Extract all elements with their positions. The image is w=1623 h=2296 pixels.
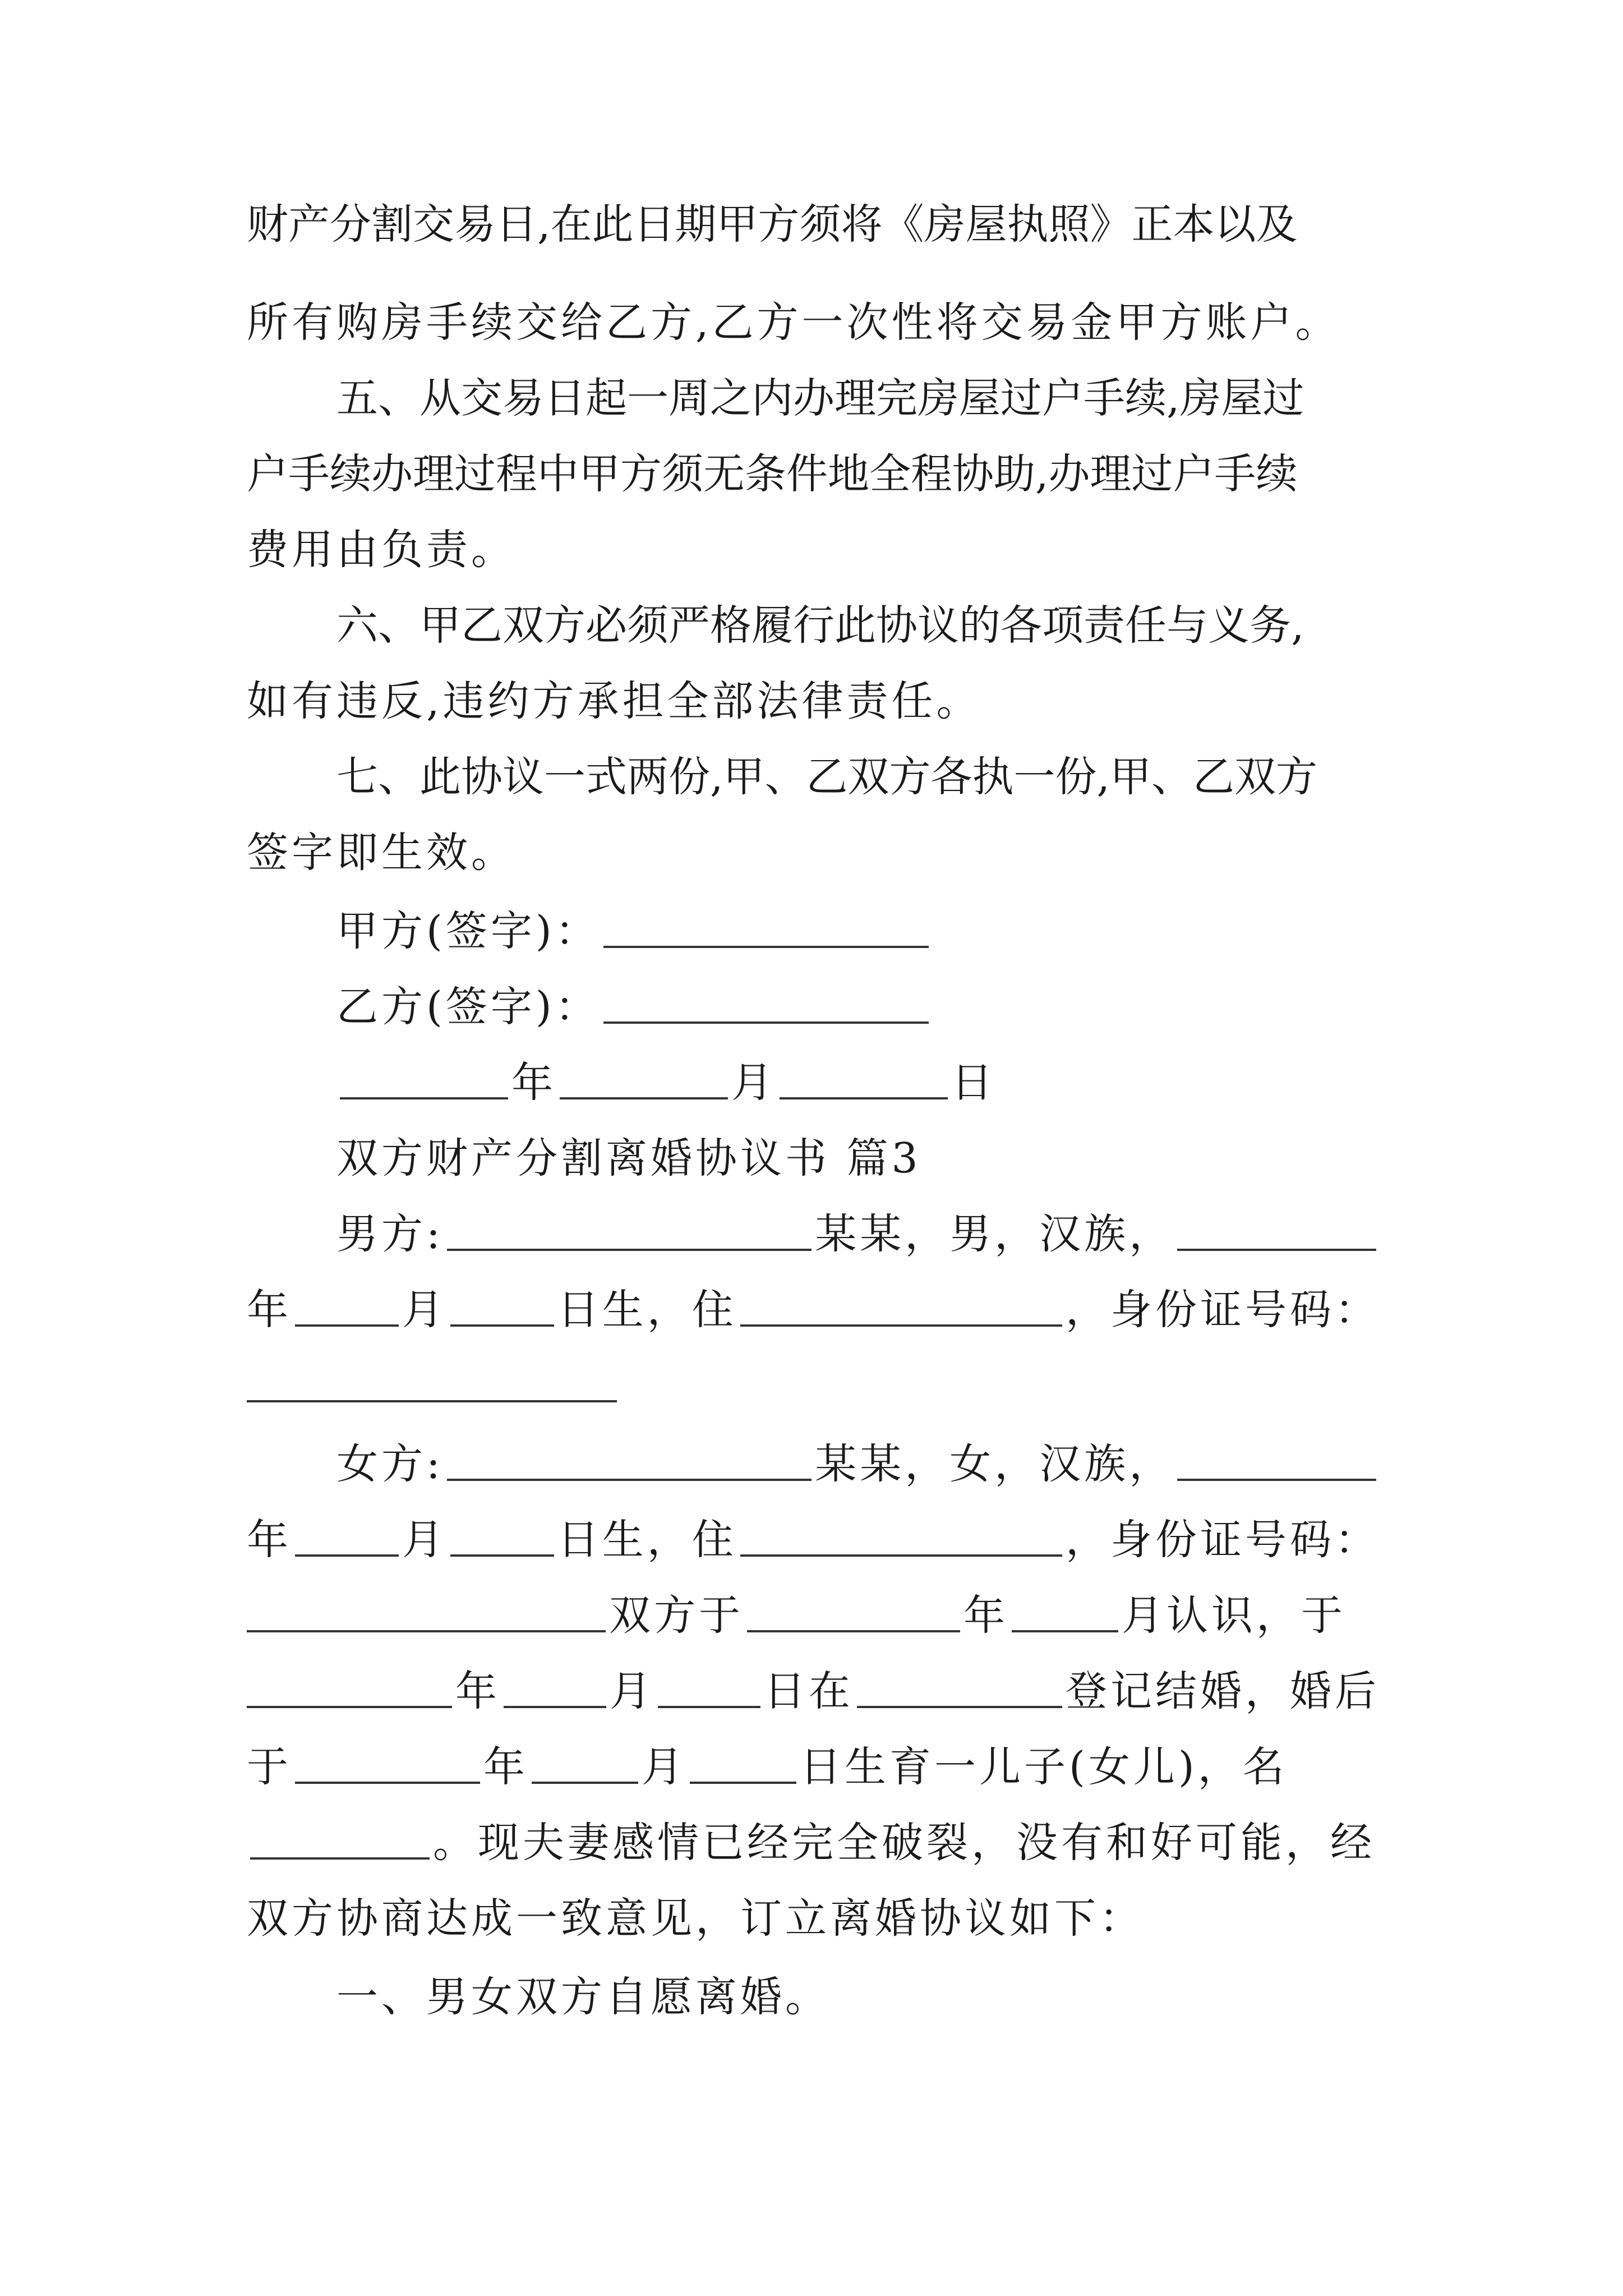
paragraph-line bbox=[247, 185, 1380, 264]
year-label: 年 bbox=[511, 1059, 556, 1107]
text: 日生，住 bbox=[557, 1286, 737, 1334]
blank bbox=[658, 1706, 760, 1708]
text: 女方: bbox=[336, 1440, 444, 1488]
male-party-line bbox=[336, 1195, 1380, 1273]
name-blank bbox=[447, 1479, 811, 1481]
blank bbox=[747, 1630, 960, 1632]
blank bbox=[1012, 1630, 1118, 1632]
paragraph-line bbox=[247, 813, 1380, 892]
year-blank bbox=[340, 1097, 508, 1099]
text: 日生育一儿子(女儿)，名 bbox=[800, 1743, 1288, 1791]
text: 月认识，于 bbox=[1122, 1591, 1346, 1640]
text: 一、男女双方自愿离婚。 bbox=[336, 1973, 830, 2021]
blank bbox=[1177, 1249, 1376, 1251]
name-blank bbox=[447, 1249, 811, 1251]
blank bbox=[532, 1782, 638, 1784]
heading-text: 双方财产分割离婚协议书 篇3 bbox=[336, 1134, 921, 1182]
text: 于 bbox=[247, 1743, 292, 1791]
text: 。现夫妻感情已经完全破裂，没有和好可能，经 bbox=[433, 1819, 1375, 1867]
party-a-signature bbox=[336, 892, 1380, 970]
text: 年 bbox=[247, 1516, 292, 1564]
day-label: 日 bbox=[951, 1059, 996, 1107]
clause-one bbox=[336, 1958, 1380, 2036]
text: 双方协商达成一致意见，订立离婚协议如下： bbox=[247, 1894, 1144, 1943]
text: 户手续办理过程中甲方须无条件地全程协助,办理过户手续 bbox=[247, 450, 1298, 498]
text: 月 bbox=[402, 1286, 447, 1334]
paragraph-line bbox=[247, 283, 1380, 362]
blank bbox=[295, 1324, 399, 1327]
address-blank bbox=[740, 1324, 1062, 1327]
party-b-signature bbox=[336, 968, 1380, 1046]
id-blank bbox=[247, 1630, 606, 1632]
text: 六、甲乙双方必须严格履行此协议的各项责任与义务, bbox=[336, 601, 1304, 650]
text: 某某，女，汉族， bbox=[815, 1440, 1174, 1488]
paragraph-line bbox=[247, 662, 1380, 740]
party-a-label: 甲方(签字)： bbox=[336, 907, 600, 955]
text: 所有购房手续交给乙方,乙方一次性将交易金甲方账户。 bbox=[247, 298, 1340, 347]
text: 登记结婚，婚后 bbox=[1066, 1667, 1380, 1715]
blank bbox=[857, 1706, 1062, 1708]
text: 双方于 bbox=[609, 1591, 744, 1640]
text: 年 bbox=[455, 1667, 500, 1715]
text: 月 bbox=[642, 1743, 686, 1791]
address-blank bbox=[740, 1554, 1062, 1557]
acquaintance-line bbox=[247, 1576, 1380, 1655]
clause-six bbox=[336, 586, 1380, 665]
text: 日生，住 bbox=[557, 1516, 737, 1564]
party-b-label: 乙方(签字)： bbox=[336, 983, 600, 1031]
text: 费用由负责。 bbox=[247, 526, 516, 574]
paragraph-line bbox=[247, 510, 1380, 589]
date-line bbox=[336, 1043, 1380, 1122]
breakdown-line bbox=[247, 1803, 1380, 1882]
female-party-line bbox=[336, 1425, 1380, 1503]
signature-blank bbox=[603, 946, 929, 948]
text: 男方: bbox=[336, 1210, 444, 1258]
text: 月 bbox=[402, 1516, 447, 1564]
blank bbox=[295, 1554, 399, 1557]
paragraph-line bbox=[247, 1879, 1380, 1958]
text: 七、此协议一式两份,甲、乙双方各执一份,甲、乙双方 bbox=[336, 753, 1318, 801]
text: 五、从交易日起一周之内办理完房屋过户手续,房屋过 bbox=[336, 374, 1304, 422]
text: 月 bbox=[610, 1667, 654, 1715]
paragraph-line bbox=[247, 435, 1380, 513]
month-blank bbox=[560, 1097, 728, 1099]
text: 年 bbox=[963, 1591, 1008, 1640]
blank bbox=[295, 1782, 480, 1784]
marriage-line bbox=[247, 1652, 1380, 1731]
blank bbox=[690, 1782, 796, 1784]
clause-five bbox=[336, 359, 1380, 438]
male-id-line bbox=[247, 1346, 1380, 1425]
text: 日在 bbox=[764, 1667, 854, 1715]
text: 年 bbox=[483, 1743, 528, 1791]
blank bbox=[450, 1324, 554, 1327]
id-blank bbox=[247, 1400, 617, 1402]
blank bbox=[247, 1706, 452, 1708]
signature-blank bbox=[603, 1022, 929, 1024]
male-birth-line bbox=[247, 1271, 1380, 1349]
month-label: 月 bbox=[731, 1059, 776, 1107]
blank bbox=[504, 1706, 606, 1708]
text: 某某，男，汉族， bbox=[815, 1210, 1174, 1258]
text: 年 bbox=[247, 1286, 292, 1334]
female-birth-line bbox=[247, 1501, 1380, 1579]
child-name-blank bbox=[250, 1857, 430, 1860]
section-heading bbox=[336, 1119, 1380, 1198]
clause-seven bbox=[336, 738, 1380, 816]
text: ，身份证号码： bbox=[1066, 1286, 1380, 1334]
text: 财产分割交易日,在此日期甲方须将《房屋执照》正本以及 bbox=[247, 200, 1298, 249]
day-blank bbox=[780, 1097, 948, 1099]
blank bbox=[1177, 1479, 1376, 1481]
text: 如有违反,违约方承担全部法律责任。 bbox=[247, 677, 981, 725]
text: ，身份证号码： bbox=[1066, 1516, 1380, 1564]
child-line bbox=[247, 1728, 1380, 1806]
text: 签字即生效。 bbox=[247, 829, 516, 877]
blank bbox=[450, 1554, 554, 1557]
